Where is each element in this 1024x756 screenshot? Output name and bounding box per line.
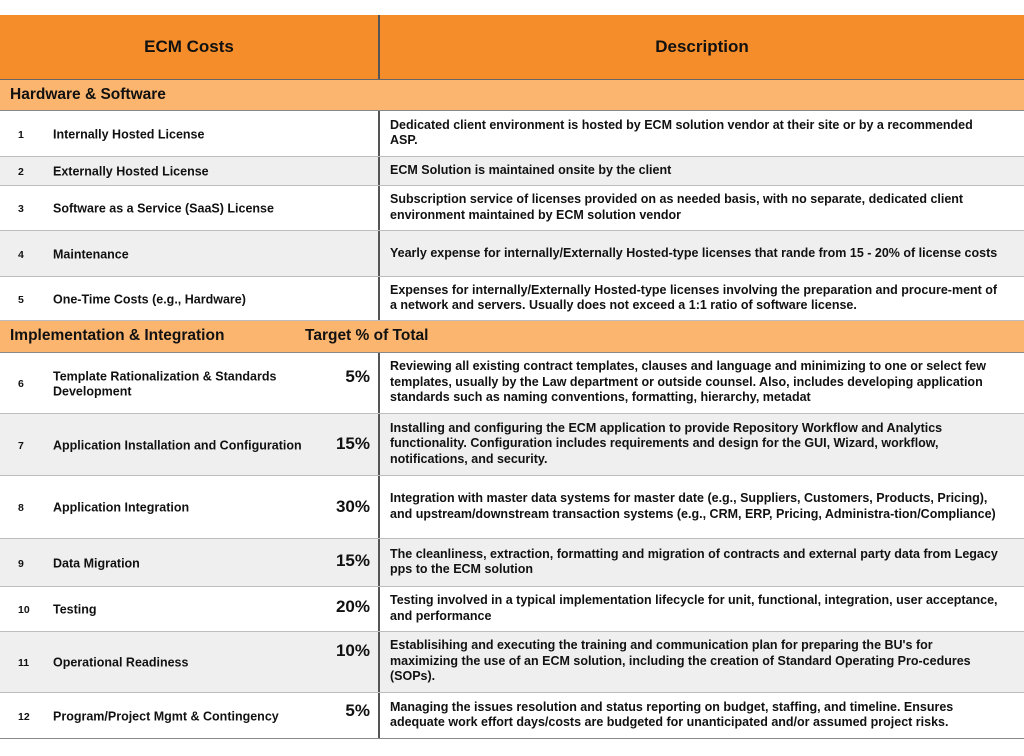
cost-item-description: Subscription service of licenses provided on as needed basis, with no separate, dedicated client environment maintained by ECM solution vendor [390, 191, 964, 222]
cost-item-description: The cleanliness, extraction, formatting and migration of contracts and external party data from Legacy pps to the ECM solution [390, 546, 998, 576]
row-number: 9 [18, 557, 24, 570]
cost-item-name: Data Migration [53, 555, 140, 570]
cost-item-name: One-Time Costs (e.g., Hardware) [53, 291, 246, 306]
cost-item-description: Expenses for internally/Externally Hosted-type licenses involving the preparation and procure-ment of a network and servers. Usually does not exceed a 1:1 ratio of software license. [390, 282, 998, 312]
cost-item-description: Reviewing all existing contract templates, clauses and language and minimizing to one or select few templates, usually by the Law department or outside counsel. Also, includes developing application standards such as naming conventions, formatting, hierarchy, metadat [390, 358, 986, 404]
table-row [0, 157, 1024, 186]
cost-item-name: Application Installation and Configuration [53, 437, 302, 452]
cost-item-name: Operational Readiness [53, 655, 189, 670]
table-row [0, 693, 1024, 739]
row-number: 10 [18, 604, 30, 617]
row-number: 8 [18, 502, 24, 515]
cost-item-name: Application Integration [53, 500, 190, 515]
cost-item-name: Internally Hosted License [53, 126, 205, 141]
header-ecm-costs: ECM Costs [144, 37, 234, 56]
cost-item-name: Program/Project Mgmt & Contingency [53, 708, 279, 723]
table-row [0, 111, 1024, 157]
table-row [0, 539, 1024, 587]
table-row [0, 277, 1024, 321]
section-label: Implementation & Integration [10, 327, 225, 344]
row-number: 11 [18, 657, 30, 670]
row-number: 12 [18, 710, 30, 723]
cost-item-name: Testing [53, 602, 97, 617]
row-number: 5 [18, 293, 24, 306]
target-percent: 15% [335, 551, 370, 570]
table-row [0, 231, 1024, 277]
target-percent: 10% [335, 641, 370, 660]
cost-item-description: Installing and configuring the ECM application to provide Repository Workflow and Analytics functionality. Configuration includes requirements and design for the GUI, Wizard, workflow, notifications, and security. [390, 420, 943, 466]
table-row [0, 632, 1024, 693]
table-header [0, 15, 1024, 80]
target-percent: 5% [345, 367, 370, 386]
target-percent: 30% [335, 497, 370, 516]
section-hardware-software [0, 80, 1024, 111]
cost-item-description: Establisihing and executing the training and communication plan for preparing the BU's for maximizing the use of an ECM solution, including the creation of Standard Operating Pro-cedures (SOPs). [390, 637, 971, 683]
row-number: 4 [18, 248, 24, 261]
table-row [0, 476, 1024, 539]
cost-item-name: Maintenance [53, 246, 129, 261]
target-percent: 20% [335, 597, 370, 616]
table-row [0, 587, 1024, 632]
table-row [0, 353, 1024, 414]
cost-item-description: Integration with master data systems for master date (e.g., Suppliers, Customers, Products, Pricing), and upstream/downstream transaction systems (e.g., CRM, ERP, Pricing, Administra-tion/Compliance) [390, 490, 996, 521]
row-number: 3 [18, 203, 24, 216]
section-label: Hardware & Software [10, 86, 166, 103]
target-percent: 15% [335, 434, 370, 453]
cost-item-name: Template Rationalization & Standards Development [53, 369, 277, 399]
ecm-costs-table [0, 15, 1024, 739]
header-description: Description [378, 15, 1024, 79]
section-implementation-integration [0, 321, 1024, 353]
cost-item-description: Yearly expense for internally/Externally Hosted-type licenses that rande from 15 - 20% of license costs [390, 245, 998, 260]
cost-item-name: Externally Hosted License [53, 164, 209, 179]
table-row [0, 186, 1024, 231]
cost-item-description: Dedicated client environment is hosted by ECM solution vendor at their site or by a recommended ASP. [390, 117, 973, 147]
row-number: 6 [18, 378, 24, 391]
cost-item-description: ECM Solution is maintained onsite by the client [390, 162, 672, 177]
cost-item-description: Testing involved in a typical implementation lifecycle for unit, functional, integration, user acceptance, and performance [390, 592, 998, 623]
cost-item-description: Managing the issues resolution and status reporting on budget, staffing, and timeline. Ensures adequate work effort days/costs are budgeted for unanticipated and/or assumed project risks. [390, 699, 954, 729]
target-percent: 5% [345, 701, 370, 720]
row-number: 7 [18, 439, 24, 452]
row-number: 1 [18, 128, 24, 141]
cost-item-name: Software as a Service (SaaS) License [53, 201, 274, 216]
table-row [0, 414, 1024, 476]
target-percent-label: Target % of Total [305, 327, 429, 344]
row-number: 2 [18, 166, 24, 179]
